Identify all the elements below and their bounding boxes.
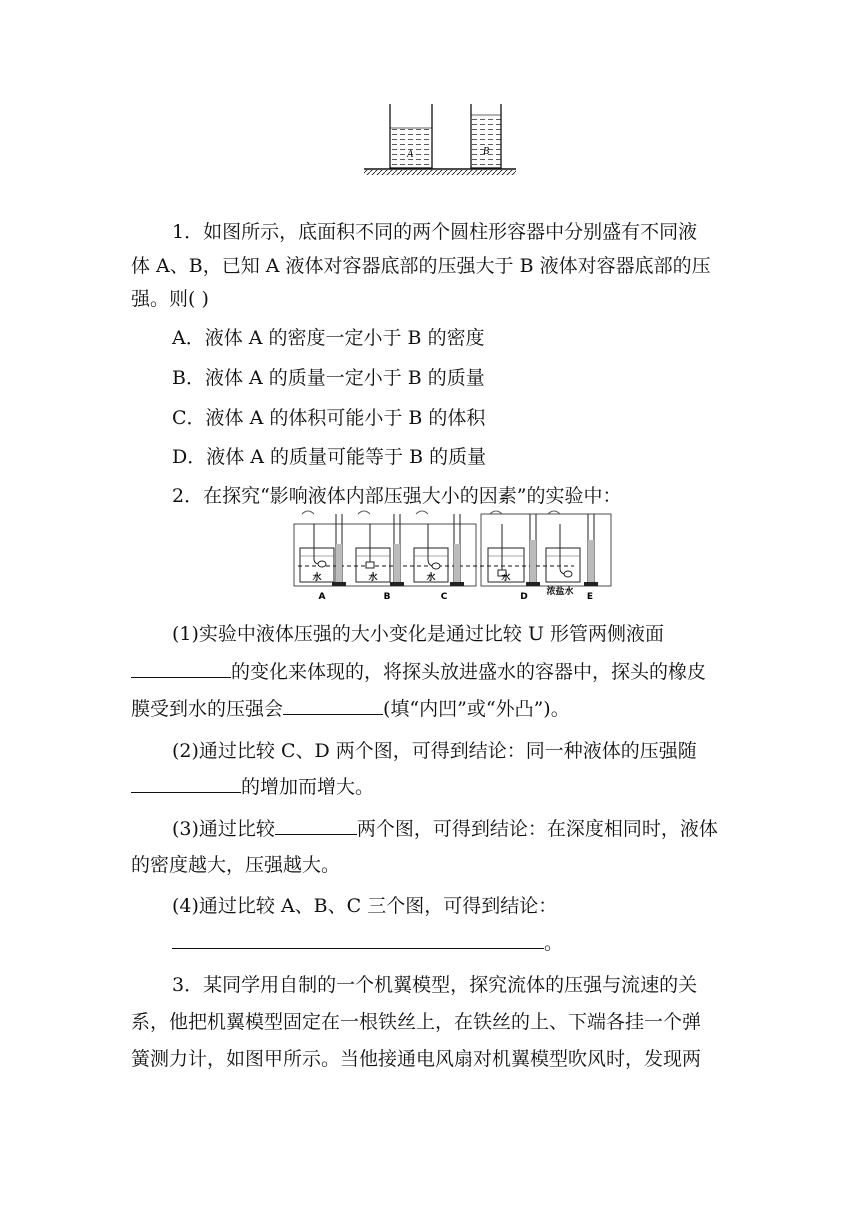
q2-p1-line1: (1)实验中液体压强的大小变化是通过比较 U 形管两侧液面	[172, 623, 665, 645]
q2-p3-line1	[172, 814, 718, 844]
q1-option-a: A．液体 A 的密度一定小于 B 的密度	[172, 327, 485, 349]
answer-blank-5[interactable]	[172, 928, 544, 949]
liquid-label-a: 水	[312, 573, 322, 583]
q1-stem-line1: 1．如图所示，底面积不同的两个圆柱形容器中分别盛有不同液	[172, 221, 698, 243]
answer-blank-1[interactable]	[131, 657, 231, 678]
q2-p3-line1a: (3)通过比较	[172, 818, 275, 840]
ground	[364, 169, 516, 175]
answer-blank-4[interactable]	[275, 814, 357, 835]
liquid-label-d: 水	[501, 573, 511, 583]
q2-p1-line3a: 膜受到水的压强会	[131, 698, 284, 720]
answer-blank-3[interactable]	[131, 772, 241, 793]
q1-option-d: D．液体 A 的质量可能等于 B 的质量	[172, 446, 487, 468]
label-a: A	[406, 149, 414, 160]
q2-p2-line2	[131, 772, 374, 802]
liquid-label-c: 水	[426, 573, 436, 583]
q2-p1-line2	[131, 657, 706, 687]
panel-label-d: D	[520, 592, 528, 602]
q1-option-b: B．液体 A 的质量一定小于 B 的质量	[172, 367, 485, 389]
panel-b	[356, 511, 404, 586]
panel-label-c: C	[440, 592, 448, 602]
container-b	[471, 104, 501, 168]
q3-line3: 簧测力计，如图甲所示。当他接通电风扇对机翼模型吹风时，发现两	[131, 1048, 702, 1070]
q2-p1-line2-text: 的变化来体现的，将探头放进盛水的容器中，探头的橡皮	[231, 661, 707, 683]
panel-e	[546, 511, 598, 586]
q2-p3-line2: 的密度越大，压强越大。	[131, 854, 341, 876]
q2-p2-line1: (2)通过比较 C、D 两个图，可得到结论：同一种液体的压强随	[172, 740, 697, 762]
panel-a	[300, 511, 346, 586]
q1-stem-line3: 强。则( )	[131, 288, 209, 310]
panel-label-b: B	[383, 592, 391, 602]
q2-p1-line3	[131, 694, 570, 724]
q2-stem: 2．在探究“影响液体内部压强大小的因素”的实验中：	[172, 485, 622, 507]
q2-p1-line3b: (填“内凹”或“外凸”)。	[383, 698, 570, 720]
panel-label-a: A	[318, 592, 326, 602]
container-a	[390, 104, 432, 168]
q2-p4-line1: (4)通过比较 A、B、C 三个图，可得到结论：	[172, 895, 558, 917]
panel-d	[488, 511, 540, 586]
q3-line1: 3．某同学用自制的一个机翼模型，探究流体的压强与流速的关	[172, 974, 698, 996]
q2-p4-line2	[172, 928, 563, 958]
q3-line2: 系，他把机翼模型固定在一根铁丝上，在铁丝的上、下端各挂一个弹	[131, 1011, 702, 1033]
liquid-label-b: 水	[368, 573, 378, 583]
figure-manometers	[284, 504, 614, 602]
label-b: B	[482, 146, 490, 157]
q1-option-c: C．液体 A 的体积可能小于 B 的体积	[172, 407, 486, 429]
answer-blank-2[interactable]	[283, 694, 383, 715]
liquid-label-e: 浓盐水	[546, 587, 574, 597]
figure-containers	[360, 102, 520, 180]
q1-stem-line2: 体 A、B，已知 A 液体对容器底部的压强大于 B 液体对容器底部的压	[131, 255, 711, 277]
q2-p4-line2-end: 。	[544, 932, 564, 954]
panel-label-e: E	[586, 592, 594, 602]
q2-p3-line1b: 两个图，可得到结论：在深度相同时，液体	[356, 818, 718, 840]
q2-p2-line2-text: 的增加而增大。	[241, 776, 375, 798]
panel-c	[414, 511, 464, 586]
